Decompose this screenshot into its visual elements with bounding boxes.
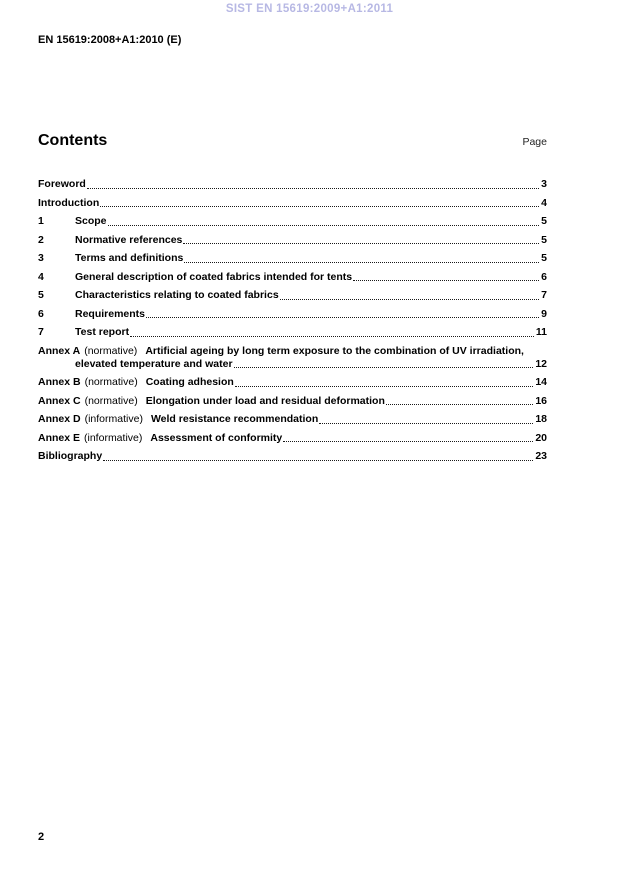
toc-entry-label: Terms and definitions <box>75 252 184 264</box>
annex-prefix: Annex A <box>38 344 81 357</box>
contents-header <box>38 132 547 150</box>
toc-entry-page-number: 16 <box>535 394 547 407</box>
toc-entry <box>38 252 547 265</box>
toc-entry-number: 2 <box>38 233 44 246</box>
dot-leader <box>234 367 534 368</box>
toc-entry-number: 5 <box>38 289 44 301</box>
annex-title: Assessment of conformity <box>150 431 283 444</box>
dot-leader <box>100 206 539 207</box>
toc-entry-number: 3 <box>38 252 44 264</box>
annex-kind: (informative) <box>84 413 143 425</box>
toc-entry-label: Introduction <box>38 196 100 209</box>
dot-leader <box>146 317 539 318</box>
toc-entry-label: Characteristics relating to coated fabrics <box>75 289 279 301</box>
toc-entry-page-number: 14 <box>535 376 547 388</box>
toc-entry-label: Requirements <box>75 307 146 320</box>
document-reference: EN 15619:2008+A1:2010 (E) <box>38 34 182 46</box>
contents-heading: Contents <box>38 132 108 149</box>
dot-leader <box>184 262 539 263</box>
toc-entry-label: General description of coated fabrics intended for tents <box>75 270 353 283</box>
toc-entry <box>38 289 547 302</box>
toc-entry-page-number: 5 <box>541 215 547 227</box>
dot-leader <box>283 441 533 442</box>
toc-entry <box>38 178 547 191</box>
toc-entry-page-number: 18 <box>535 413 547 425</box>
dot-leader <box>108 225 540 226</box>
dot-leader <box>87 188 539 189</box>
annex-title-continued: elevated temperature and water <box>75 357 233 370</box>
toc-entry-label: Normative references <box>75 233 183 246</box>
toc-entry-label: Bibliography <box>38 450 103 462</box>
annex-kind: (normative) <box>84 344 138 357</box>
toc-entry-page-number: 3 <box>541 178 547 190</box>
dot-leader <box>130 336 534 337</box>
toc-entry-page-number: 12 <box>535 357 547 370</box>
toc-entry-label: Foreword <box>38 178 86 190</box>
toc-entry-number: 4 <box>38 270 44 283</box>
annex-title: Coating adhesion <box>145 376 234 388</box>
toc-entry <box>38 345 547 358</box>
toc-entry <box>38 215 547 228</box>
annex-kind: (informative) <box>84 431 143 444</box>
table-of-contents <box>38 132 547 469</box>
toc-entry <box>38 450 547 463</box>
toc-entry-page-number: 4 <box>541 196 547 209</box>
dot-leader <box>280 299 540 300</box>
toc-entry <box>38 271 547 284</box>
toc-entry-page-number: 5 <box>541 252 547 264</box>
toc-entry-page-number: 6 <box>541 270 547 283</box>
toc-annex-entries <box>38 345 547 464</box>
annex-kind: (normative) <box>84 376 138 388</box>
dot-leader <box>235 386 534 387</box>
toc-entry-page-number: 7 <box>541 289 547 301</box>
toc-entry <box>38 413 547 426</box>
annex-prefix: Annex C <box>38 394 81 407</box>
toc-entry-number: 6 <box>38 307 44 320</box>
toc-entry-page-number: 20 <box>535 431 547 444</box>
toc-entry-page-number: 5 <box>541 233 547 246</box>
dot-leader <box>353 280 539 281</box>
toc-entry <box>38 326 547 339</box>
annex-prefix: Annex B <box>38 376 81 388</box>
page-column-label: Page <box>522 136 547 148</box>
sist-watermark-header: SIST EN 15619:2009+A1:2011 <box>225 3 394 15</box>
dot-leader <box>103 460 533 461</box>
toc-entry-number: 1 <box>38 215 44 227</box>
toc-front-entries <box>38 178 547 210</box>
toc-entry-number: 7 <box>38 326 44 338</box>
dot-leader <box>386 404 533 405</box>
annex-title: Elongation under load and residual deformation <box>145 394 385 407</box>
toc-entry-label: Test report <box>75 326 130 338</box>
toc-entry-label: Scope <box>75 215 107 227</box>
toc-entry <box>38 308 547 321</box>
annex-prefix: Annex D <box>38 413 81 425</box>
annex-prefix: Annex E <box>38 431 81 444</box>
dot-leader <box>319 423 533 424</box>
toc-entry <box>38 432 547 445</box>
toc-entry <box>38 376 547 389</box>
annex-title: Artificial ageing by long term exposure to the combination of UV irradiation, <box>145 344 524 357</box>
toc-entry <box>38 395 547 408</box>
annex-title: Weld resistance recommendation <box>150 413 319 425</box>
toc-entry-page-number: 9 <box>541 307 547 320</box>
toc-numbered-sections <box>38 215 547 339</box>
toc-entry-page-number: 11 <box>535 326 547 338</box>
annex-kind: (normative) <box>84 394 138 407</box>
toc-entry <box>38 197 547 210</box>
page-number: 2 <box>38 831 45 843</box>
dot-leader <box>183 243 539 244</box>
toc-entry-page-number: 23 <box>535 450 547 462</box>
toc-entry <box>38 234 547 247</box>
toc-entry-wrap-line <box>75 358 547 371</box>
